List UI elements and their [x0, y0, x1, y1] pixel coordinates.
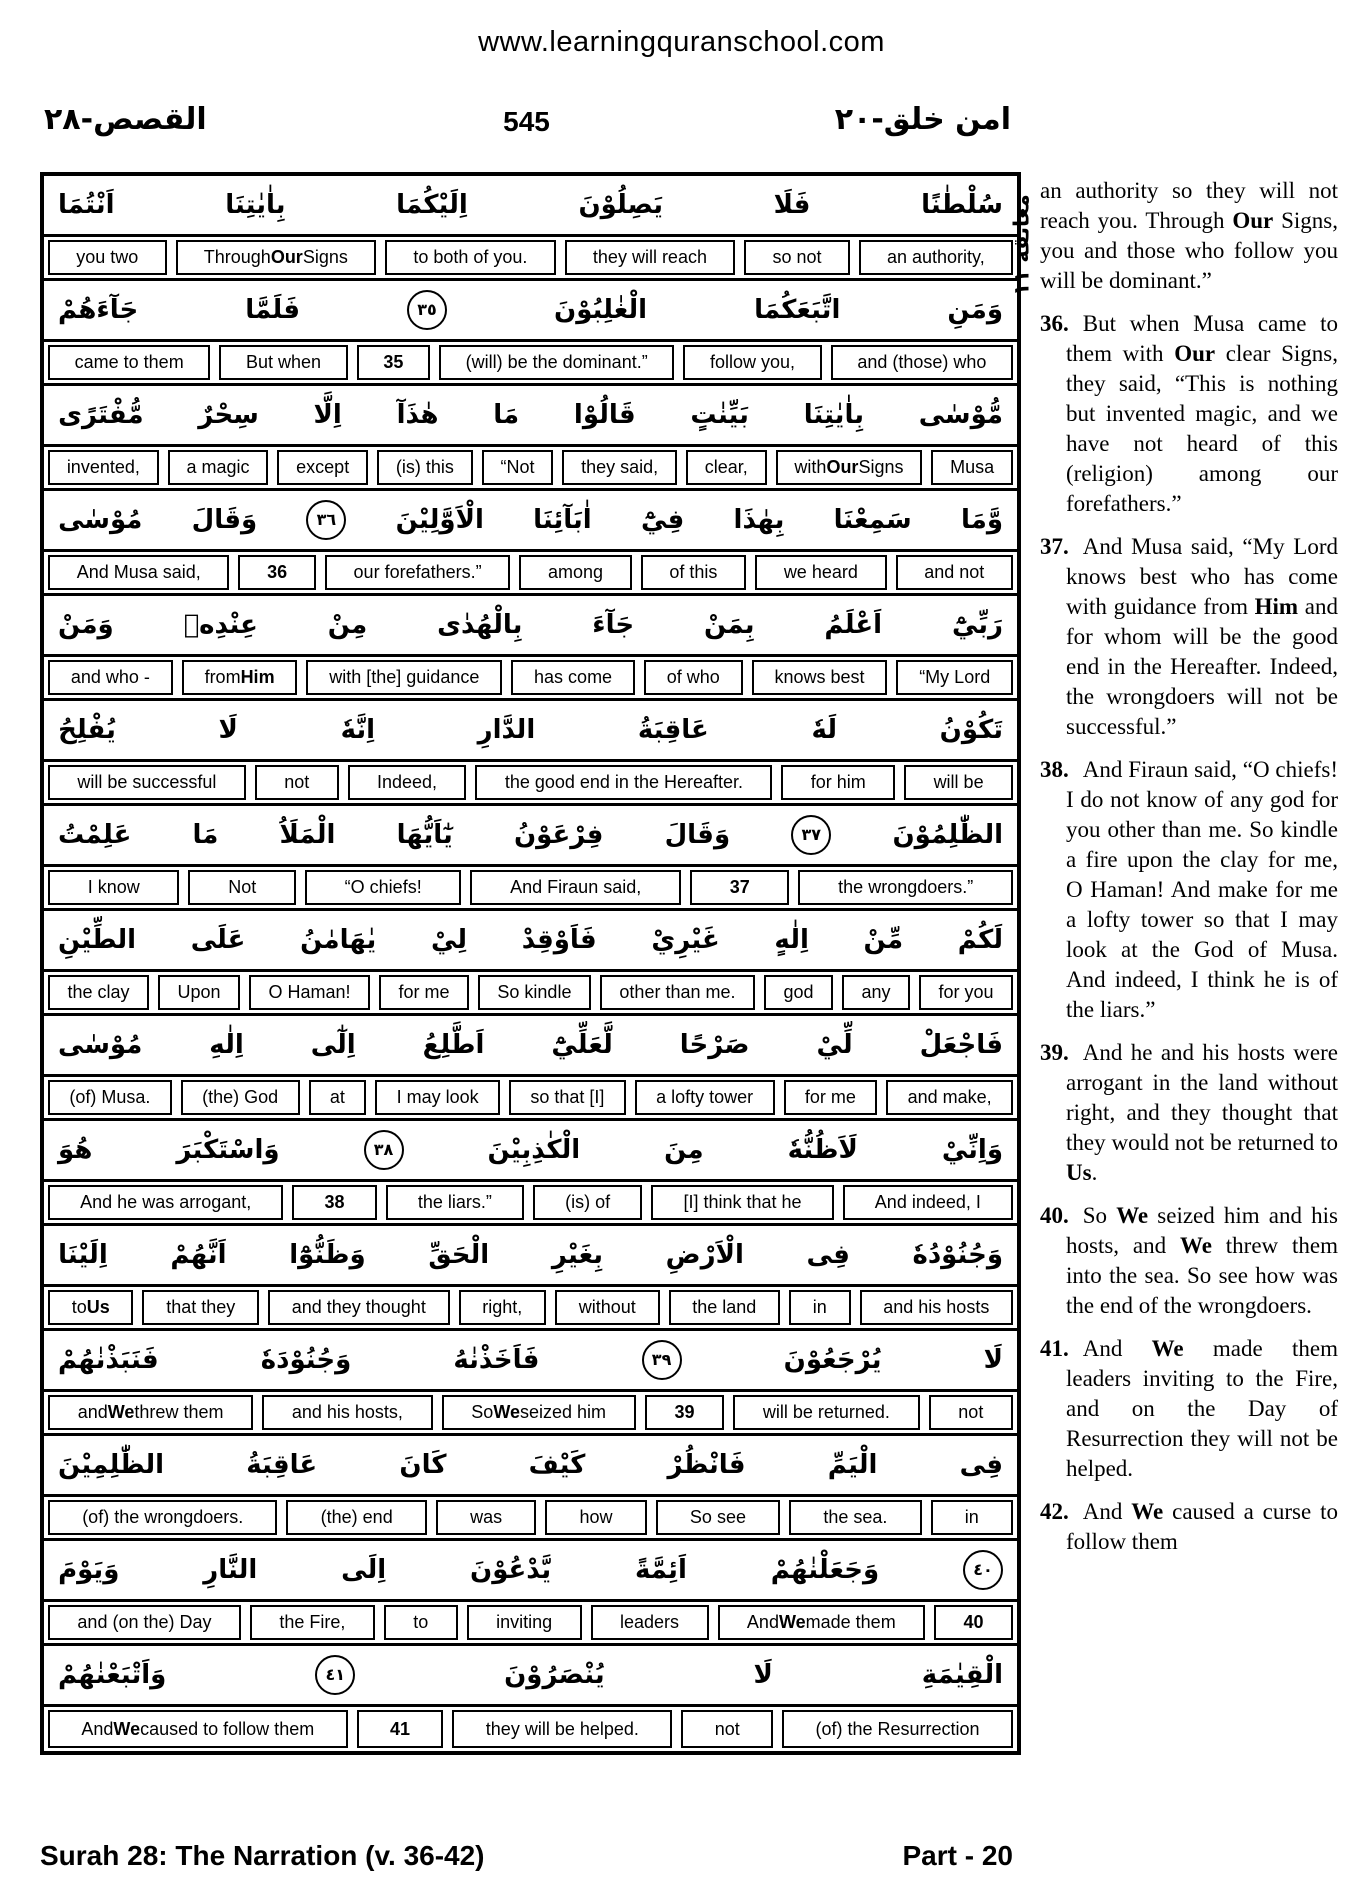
word-translation-cell: the Fire, [250, 1605, 375, 1640]
arabic-word: يٰٓاَيُّهَا [396, 820, 453, 850]
word-translation-cell: (the) end [286, 1500, 426, 1535]
arabic-word: الْكٰذِبِيْنَ [487, 1135, 581, 1165]
verse-translation-paragraph: 42. And We caused a curse to follow them [1040, 1499, 1338, 1554]
arabic-word: سُلْطٰنًا [921, 190, 1003, 220]
word-translation-cell: in [931, 1500, 1013, 1535]
word-translation-row [44, 237, 1017, 281]
arabic-word: اَنَّهُمْ [170, 1240, 227, 1270]
arabic-word: هُوَ [58, 1135, 93, 1165]
arabic-word: اتَّبَعَكُمَا [754, 295, 841, 325]
word-translation-cell: to Us [48, 1290, 133, 1325]
word-translation-cell: 38 [292, 1185, 376, 1220]
arabic-verse-row [44, 1226, 1017, 1287]
word-translation-cell: of this [641, 555, 746, 590]
word-translation-cell: will be successful [48, 765, 246, 800]
verse-number-medallion: ٤٠ [963, 1550, 1003, 1590]
arabic-word: يٰهَامٰنُ [300, 925, 377, 955]
word-translation-cell: an authority, [859, 240, 1013, 275]
word-translation-cell: for him [781, 765, 895, 800]
word-translation-row [44, 1182, 1017, 1226]
word-translation-cell: follow you, [683, 345, 821, 380]
arabic-word: مِنْ [327, 610, 368, 640]
arabic-word: وَّمَا [960, 505, 1003, 535]
word-translation-cell: I know [48, 870, 179, 905]
arabic-word: اِلٰهٍ [774, 925, 809, 955]
arabic-word: وَجَعَلْنٰهُمْ [770, 1555, 880, 1585]
verse-translation-continuation: an authority so they will not reach you. Through Our Signs, you and those who follow you will be dominant.” [1040, 178, 1338, 293]
arabic-word: كَانَ [399, 1450, 447, 1480]
word-translation-cell: Not [188, 870, 295, 905]
word-translation-cell: (of) the Resurrection [782, 1710, 1013, 1748]
word-translation-cell: and make, [886, 1080, 1013, 1115]
word-translation-cell: So kindle [478, 975, 591, 1010]
word-translation-cell: leaders [591, 1605, 709, 1640]
word-translation-cell: So see [656, 1500, 780, 1535]
arabic-word: هٰذَآ [396, 400, 439, 430]
arabic-word: وَجُنُوْدَهٗ [260, 1345, 352, 1375]
verse-translation-paragraph: 37. And Musa said, “My Lord knows best who has come with guidance from Him and for whom will be the good end in the Hereafter. Indeed, the wrongdoers will not be successful.” [1040, 534, 1338, 739]
arabic-word: اَعْلَمُ [824, 610, 883, 640]
word-translation-cell: the wrongdoers.” [798, 870, 1013, 905]
word-translation-cell: I may look [375, 1080, 500, 1115]
word-translation-row [44, 1602, 1017, 1646]
arabic-word: لَا [753, 1660, 773, 1690]
word-translation-cell: among [519, 555, 631, 590]
margin-note-text: معانقة ١١ [1010, 194, 1034, 296]
word-translation-cell: the land [669, 1290, 781, 1325]
word-translation-cell: not [681, 1710, 773, 1748]
arabic-verse-row [44, 176, 1017, 237]
page-footer [40, 1840, 1013, 1872]
word-translation-cell: to [384, 1605, 458, 1640]
verse-number: 41. [1040, 1336, 1069, 1361]
arabic-word: اِلٰهِ [209, 1030, 244, 1060]
word-translation-cell: And he was arrogant, [48, 1185, 283, 1220]
arabic-word: وَيَوْمَ [58, 1555, 120, 1585]
arabic-word: عَلِمْتُ [58, 820, 132, 850]
arabic-word: فَلَا [773, 190, 811, 220]
arabic-word: النَّارِ [203, 1555, 258, 1585]
arabic-word: وَجُنُوْدُهٗ [912, 1240, 1003, 1270]
word-translation-cell: So We seized him [442, 1395, 636, 1430]
word-translation-cell: (is) this [377, 450, 473, 485]
word-translation-cell: you two [48, 240, 167, 275]
arabic-verse-row [44, 911, 1017, 972]
arabic-word: فَاجْعَلْ [919, 1030, 1003, 1060]
word-translation-cell: any [842, 975, 910, 1010]
word-translation-cell: 41 [357, 1710, 444, 1748]
arabic-word: يَّدْعُوْنَ [470, 1555, 552, 1585]
verse-number: 38. [1040, 757, 1069, 782]
word-translation-cell: has come [511, 660, 635, 695]
arabic-word: لَا [218, 715, 238, 745]
word-translation-row [44, 762, 1017, 806]
word-translation-row [44, 342, 1017, 386]
arabic-word: جَآءَ [592, 610, 635, 640]
arabic-word: اِلَّا [313, 400, 342, 430]
word-translation-cell: for me [784, 1080, 878, 1115]
word-translation-cell: (the) God [181, 1080, 300, 1115]
word-translation-cell: the liars.” [386, 1185, 524, 1220]
verse-number-medallion: ٣٧ [791, 815, 831, 855]
word-translation-cell: will be returned. [733, 1395, 919, 1430]
footer-surah-title: Surah 28: The Narration (v. 36-42) [40, 1840, 485, 1871]
word-translation-cell: right, [459, 1290, 546, 1325]
word-translation-cell: to both of you. [385, 240, 556, 275]
arabic-word: الْاَوَّلِيْنَ [395, 505, 484, 535]
arabic-verse-row [44, 281, 1017, 342]
arabic-word: الْاَرْضِ [665, 1240, 744, 1270]
arabic-word: كَيْفَ [528, 1450, 586, 1480]
word-translation-cell: Musa [931, 450, 1013, 485]
word-translation-cell: the clay [48, 975, 149, 1010]
arabic-word: فِيْٓ [640, 505, 685, 535]
arabic-word: فِى [959, 1450, 1003, 1480]
word-translation-cell: for me [379, 975, 469, 1010]
word-translation-cell: Upon [158, 975, 240, 1010]
word-translation-row [44, 657, 1017, 701]
word-translation-cell: And indeed, I [843, 1185, 1013, 1220]
arabic-word: بَيِّنٰتٍ [690, 400, 749, 430]
word-translation-cell: 36 [238, 555, 315, 590]
word-translation-cell: so not [744, 240, 850, 275]
word-translation-cell: and his hosts, [262, 1395, 432, 1430]
arabic-word: وَاسْتَكْبَرَ [176, 1135, 280, 1165]
arabic-verse-row [44, 1436, 1017, 1497]
arabic-word: الظّٰلِمُوْنَ [892, 820, 1003, 850]
word-translation-cell: And Firaun said, [470, 870, 681, 905]
verse-translation-paragraph: 41. And We made them leaders inviting to the Fire, and on the Day of Resurrection they will not be helped. [1040, 1336, 1338, 1481]
arabic-word: لِيْ [430, 925, 468, 955]
arabic-word: عَلَى [190, 925, 246, 955]
arabic-verse-row [44, 1646, 1017, 1707]
arabic-word: اَئِمَّةً [634, 1555, 687, 1585]
arabic-word: الْحَقِّ [428, 1240, 490, 1270]
arabic-word: قَالُوْا [573, 400, 636, 430]
verse-translation-paragraph: 39. And he and his hosts were arrogant in the land without right, and they thought that they would not be returned to Us. [1040, 1040, 1338, 1185]
word-translation-cell: and We threw them [48, 1395, 253, 1430]
word-translation-cell: so that [I] [509, 1080, 626, 1115]
word-translation-cell: without [555, 1290, 660, 1325]
arabic-verse-row [44, 491, 1017, 552]
arabic-word: الْغٰلِبُوْنَ [554, 295, 648, 325]
arabic-word: عِنْدِهٖ [183, 610, 258, 640]
arabic-word: الْقِيٰمَةِ [921, 1660, 1003, 1690]
word-translation-cell: they will be helped. [452, 1710, 672, 1748]
arabic-word: يُنْصَرُوْنَ [504, 1660, 605, 1690]
word-translation-cell: the sea. [789, 1500, 921, 1535]
surah-name-arabic: القصص-٢٨ [44, 102, 207, 137]
footer-part-number: Part - 20 [902, 1840, 1013, 1871]
word-translation-cell: invented, [48, 450, 159, 485]
word-translation-cell: other than me. [600, 975, 755, 1010]
word-translation-cell: except [277, 450, 368, 485]
word-translation-cell: and (those) who [831, 345, 1013, 380]
website-url: www.learningquranschool.com [478, 26, 885, 58]
arabic-word: فَانْظُرْ [667, 1450, 746, 1480]
word-translation-cell: 37 [690, 870, 789, 905]
arabic-word: سَمِعْنَا [833, 505, 912, 535]
word-translation-cell: they said, [562, 450, 677, 485]
word-translation-cell: 39 [645, 1395, 724, 1430]
arabic-word: الْمَلَاُ [279, 820, 336, 850]
word-translation-cell: from Him [182, 660, 298, 695]
arabic-word: وَاِنِّيْ [941, 1135, 1003, 1165]
word-translation-cell: not [929, 1395, 1013, 1430]
word-translation-cell: came to them [48, 345, 210, 380]
arabic-word: فَاَوْقِدْ [521, 925, 597, 955]
word-translation-cell: And Musa said, [48, 555, 229, 590]
arabic-word: لَكُمْ [957, 925, 1003, 955]
word-translation-cell: was [436, 1500, 536, 1535]
word-translation-row [44, 1707, 1017, 1751]
arabic-word: بِاٰيٰتِنَا [225, 190, 286, 220]
word-translation-cell: they will reach [565, 240, 736, 275]
arabic-word: بِهٰذَا [733, 505, 785, 535]
arabic-word: وَقَالَ [664, 820, 731, 850]
word-translation-cell: and not [896, 555, 1013, 590]
word-translation-cell: inviting [467, 1605, 582, 1640]
arabic-word: وَقَالَ [191, 505, 258, 535]
word-translation-cell: at [309, 1080, 367, 1115]
arabic-word: يَصِلُوْنَ [578, 190, 663, 220]
arabic-word: مِنَ [664, 1135, 704, 1165]
arabic-verse-row [44, 1331, 1017, 1392]
word-translation-row [44, 1392, 1017, 1436]
verse-number-medallion: ٣٩ [642, 1340, 682, 1380]
arabic-word: بِاٰيٰتِنَا [803, 400, 864, 430]
arabic-word: جَآءَهُمْ [58, 295, 139, 325]
verse-number: 37. [1040, 534, 1069, 559]
arabic-word: اَطَّلِعُ [422, 1030, 485, 1060]
word-translation-cell: (will) be the dominant.” [439, 345, 674, 380]
arabic-word: رَبِّيْٓ [951, 610, 1003, 640]
word-translation-cell: (of) the wrongdoers. [48, 1500, 277, 1535]
arabic-word: اَنْتُمَا [58, 190, 115, 220]
arabic-word: مُّفْتَرًى [58, 400, 144, 430]
arabic-word: سِحْرٌ [198, 400, 259, 430]
arabic-word: عَاقِبَةُ [246, 1450, 318, 1480]
word-translation-cell: knows best [752, 660, 888, 695]
arabic-verse-row [44, 1121, 1017, 1182]
word-translation-row [44, 972, 1017, 1016]
word-translation-cell: [I] think that he [651, 1185, 833, 1220]
arabic-word: غَيْرِيْ [651, 925, 720, 955]
word-translation-row [44, 1287, 1017, 1331]
word-translation-cell: we heard [755, 555, 886, 590]
arabic-word: وَظَنُّوْٓا [289, 1240, 366, 1270]
arabic-word: لَا [983, 1345, 1003, 1375]
arabic-word: لَاَظُنُّهٗ [787, 1135, 858, 1165]
page-header [40, 92, 1013, 148]
arabic-verse-row [44, 1016, 1017, 1077]
verse-number: 42. [1040, 1499, 1069, 1524]
verse-number: 40. [1040, 1203, 1069, 1228]
arabic-word: بِمَنْ [703, 610, 755, 640]
arabic-word: اِلَيْكُمَا [396, 190, 468, 220]
arabic-word: بِغَيْرِ [551, 1240, 604, 1270]
page-number: 545 [503, 106, 550, 137]
arabic-verse-row [44, 1541, 1017, 1602]
quran-word-by-word-table [40, 172, 1021, 1755]
arabic-word: مَا [493, 400, 520, 430]
verse-number-medallion: ٣٥ [407, 290, 447, 330]
word-translation-row [44, 447, 1017, 491]
arabic-word: اِلَى [341, 1555, 387, 1585]
word-translation-cell: not [255, 765, 339, 800]
word-translation-cell: (is) of [533, 1185, 642, 1220]
word-translation-cell: how [545, 1500, 646, 1535]
arabic-word: تَكُوْنُ [939, 715, 1003, 745]
arabic-word: مَا [192, 820, 219, 850]
translation-sidebar [1040, 176, 1338, 1570]
arabic-word: عَاقِبَةُ [637, 715, 709, 745]
word-translation-cell: “Not [482, 450, 554, 485]
word-translation-cell: And We caused to follow them [48, 1710, 348, 1748]
word-translation-cell: of who [644, 660, 743, 695]
arabic-word: مِّنْ [863, 925, 904, 955]
verse-number: 36. [1040, 311, 1069, 336]
word-translation-cell: clear, [686, 450, 767, 485]
verse-number-medallion: ٣٨ [364, 1130, 404, 1170]
arabic-word: اِلٰٓى [310, 1030, 356, 1060]
arabic-word: فِى [806, 1240, 850, 1270]
word-translation-cell: And We made them [718, 1605, 926, 1640]
juz-name-arabic: امن خلق-٢٠ [834, 102, 1011, 137]
word-translation-cell: But when [219, 345, 347, 380]
verse-number-medallion: ٣٦ [306, 500, 346, 540]
arabic-word: لَّعَلِّيْٓ [551, 1030, 613, 1060]
arabic-verse-row [44, 596, 1017, 657]
arabic-word: الْيَمِّ [827, 1450, 878, 1480]
word-translation-cell: Through Our Signs [176, 240, 377, 275]
word-translation-cell: our forefathers.” [325, 555, 510, 590]
arabic-word: مُوْسٰى [58, 505, 143, 535]
word-translation-cell: and who - [48, 660, 173, 695]
word-translation-cell: in [789, 1290, 850, 1325]
arabic-word: فِرْعَوْنُ [513, 820, 604, 850]
word-translation-cell: “O chiefs! [305, 870, 461, 905]
ruku-margin-note [1002, 150, 1042, 340]
word-translation-cell: O Haman! [249, 975, 370, 1010]
word-translation-cell: will be [904, 765, 1013, 800]
verse-translation-paragraph: 36. But when Musa came to them with Our clear Signs, they said, “This is nothing but invented magic, and we have not heard of this (religion) among our forefathers.” [1040, 311, 1338, 516]
word-translation-cell: a magic [168, 450, 269, 485]
arabic-word: مُوْسٰى [58, 1030, 143, 1060]
word-translation-cell: 40 [934, 1605, 1013, 1640]
word-translation-cell: and they thought [268, 1290, 450, 1325]
arabic-word: اِلَيْنَا [58, 1240, 108, 1270]
word-translation-cell: and (on the) Day [48, 1605, 241, 1640]
arabic-word: بِالْهُدٰى [437, 610, 523, 640]
word-translation-cell: 35 [357, 345, 430, 380]
arabic-word: فَنَبَذْنٰهُمْ [58, 1345, 159, 1375]
arabic-word: الطِّيْنِ [58, 925, 137, 955]
arabic-word: صَرْحًا [679, 1030, 750, 1060]
arabic-word: وَمَنِ [947, 295, 1003, 325]
word-translation-cell: (of) Musa. [48, 1080, 172, 1115]
word-translation-cell: that they [142, 1290, 259, 1325]
word-translation-cell: god [764, 975, 833, 1010]
arabic-verse-row [44, 386, 1017, 447]
word-translation-cell: with [the] guidance [306, 660, 502, 695]
arabic-word: لِّيْ [816, 1030, 853, 1060]
word-translation-row [44, 1497, 1017, 1541]
arabic-verse-row [44, 806, 1017, 867]
word-translation-cell: “My Lord [896, 660, 1013, 695]
arabic-word: وَمَنْ [58, 610, 114, 640]
word-translation-row [44, 552, 1017, 596]
arabic-word: الظّٰلِمِيْنَ [58, 1450, 165, 1480]
verse-number: 39. [1040, 1040, 1069, 1065]
word-translation-row [44, 1077, 1017, 1121]
arabic-word: يُفْلِحُ [58, 715, 116, 745]
arabic-word: وَاَتْبَعْنٰهُمْ [58, 1660, 167, 1690]
arabic-word: فَلَمَّا [245, 295, 301, 325]
verse-translation-paragraph: 38. And Firaun said, “O chiefs! I do not know of any god for you other than me. So kindle a fire upon the clay for me, O Haman! And make for me a lofty tower so that I may look at the God of Musa. And indeed, I think he is of the liars.” [1040, 757, 1338, 1022]
word-translation-row [44, 867, 1017, 911]
word-translation-cell: for you [919, 975, 1013, 1010]
arabic-word: فَاَخَذْنٰهُ [453, 1345, 540, 1375]
arabic-word: اِنَّهٗ [340, 715, 376, 745]
arabic-word: مُّوْسٰى [918, 400, 1003, 430]
word-translation-cell: a lofty tower [635, 1080, 775, 1115]
arabic-word: الدَّارِ [477, 715, 536, 745]
arabic-word: لَهٗ [811, 715, 837, 745]
arabic-verse-row [44, 701, 1017, 762]
word-translation-cell: with Our Signs [776, 450, 923, 485]
word-translation-cell: Indeed, [348, 765, 467, 800]
word-translation-cell: the good end in the Hereafter. [475, 765, 772, 800]
verse-translation-paragraph: 40. So We seized him and his hosts, and We threw them into the sea. So see how was the end of the wrongdoers. [1040, 1203, 1338, 1318]
word-translation-cell: and his hosts [860, 1290, 1014, 1325]
arabic-word: يُرْجَعُوْنَ [783, 1345, 882, 1375]
arabic-word: اٰبَآئِنَا [533, 505, 592, 535]
verse-number-medallion: ٤١ [315, 1655, 355, 1695]
